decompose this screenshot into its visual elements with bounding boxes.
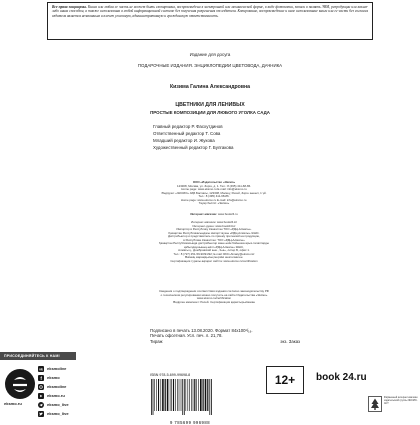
barcode-bar — [189, 379, 190, 411]
copyright-text: Книга или любая ее часть не может быть скопирована, воспроизведена в электронной или механической форме, в виде фотокопии, записи в память ЭВМ, репродукции или каким-либо иным способом, а также использована в любой информационной системе без получения разрешения от издателя. Копирование, воспроизведение и иное использование книги или ее части без согласия издателя является незаконным и влечет уголовную, административную и гражданскую ответственность. — [52, 5, 368, 18]
barcode-bar — [193, 379, 194, 411]
social-list — [38, 364, 69, 418]
print-signed: Подписано в печать 13.08.2020. Формат 84x100¹/₁₆. — [150, 328, 253, 333]
internet-shop-link[interactable]: www.book24.ru — [217, 212, 238, 216]
certification-line: Сведения о подтверждении соответствия издания согласно законодательству РФ — [158, 289, 270, 293]
distributor-line: в Республике Казахстан: ТОО «РДЦ-Алматы» — [183, 237, 245, 242]
barcode-area — [150, 373, 230, 425]
twitter-icon — [38, 411, 44, 417]
vk-icon — [38, 366, 44, 372]
distributor-line: Дистрибьютор и представитель по приему претензий на продукцию, — [168, 234, 260, 238]
author-name: Кизима Галина Александровна — [169, 84, 251, 90]
social-item-vk[interactable] — [38, 364, 69, 373]
publisher-block — [150, 181, 278, 206]
social-item-youtube[interactable] — [38, 391, 69, 400]
certification-line: о техническом регулировании можно получить на сайте Издательства «Эксмо» — [160, 292, 268, 297]
telegram-icon — [38, 402, 44, 408]
social-item-label: eksmo_live — [47, 402, 69, 407]
barcode-bar — [171, 379, 172, 411]
book24-logo: book 24.ru — [316, 372, 367, 383]
barcode-bar — [198, 379, 199, 411]
book-title: ЦВЕТНИКИ ДЛЯ ЛЕНИВЫХ — [175, 102, 245, 108]
publisher-line: Өндіруші: «ЭКСМО» АҚБ Баспасы, 123308, Мәскеу, Ресей, Зорге көшесі, 1 үй. — [161, 190, 267, 195]
series-title: ПОДАРОЧНЫЕ ИЗДАНИЯ. ЭНЦИКЛОПЕДИИ ЦВЕТОВОДА, ДАЧНИКА — [137, 63, 283, 68]
barcode-bar — [207, 379, 208, 411]
barcode-bar — [165, 379, 166, 411]
distributor-line: Қазақстан Республикасында дистрибьютор және өнім бойынша арыз-талаптарды — [159, 241, 269, 245]
credit-chief-editor: Главный редактор Р. Фасхутдинов — [153, 124, 223, 129]
publisher-line: Тел.: 8 (495) 411-68-86. — [198, 194, 230, 198]
certification-line: www.eksmo.ru/certification — [196, 296, 232, 300]
internet-shop-label: Интернет-магазин: — [190, 212, 218, 216]
print-method: Печать офсетная. Усл. печ. л. 21,78. — [150, 333, 223, 339]
for-leisure-label: Издание для досуга — [189, 52, 231, 57]
barcode-bar — [205, 379, 207, 411]
internet-shop — [150, 213, 278, 217]
barcode-bar — [175, 379, 176, 411]
publisher-name: ООО «Издательство «Эксмо» — [192, 180, 236, 184]
publisher-line: 123308, Москва, ул. Зорге, д. 1. Тел.: 8 (495) 411-68-86. — [176, 183, 251, 188]
barcode-bar — [154, 379, 155, 411]
barcode-bar — [184, 379, 185, 415]
social-item-label: eksmolive — [47, 366, 67, 371]
barcode-icon — [150, 379, 228, 415]
fsc-text: Фирменный интернет-магазин издательской группы ЭКСМО-АСТ — [384, 396, 418, 405]
distributor-line: Алматы қ., Домбровский көш., 3«а», литер Б, офис 1. — [178, 248, 250, 252]
certification-line: Өндірген мемлекет: Ресей. Сертификация қарастырылмаған — [173, 299, 255, 304]
print-info — [150, 328, 300, 344]
social-item-instagram[interactable] — [38, 382, 69, 391]
print-order-label: экз. Заказ — [280, 338, 300, 344]
barcode-bar — [156, 379, 157, 411]
social-panel — [0, 352, 76, 416]
distributor-line: Сертификация туралы ақпарат сайтта: www.eksmo.ru/certification — [170, 258, 258, 263]
barcode-bar — [200, 379, 202, 411]
certification-block — [150, 290, 278, 304]
barcode-bar — [182, 379, 183, 415]
fsc-tree-icon — [368, 396, 382, 412]
barcode-bar — [162, 379, 164, 411]
barcode-bar — [196, 379, 197, 411]
barcode-number: 9 785699 996988 — [169, 420, 211, 425]
distributor-line: қабылдаушының өкілі «РДЦ-Алматы» ЖШС, — [184, 244, 244, 249]
social-item-label: eksmo_live — [47, 411, 69, 416]
credit-junior-editor: Младший редактор И. Жукова — [153, 138, 215, 143]
social-item-telegram[interactable] — [38, 400, 69, 409]
eksmo-logo-text: eksmo.ru — [4, 401, 22, 406]
isbn-number: ISBN 978-5-699-99698-8 — [150, 373, 191, 377]
distributor-line: Импортёр в Республику Казахстан ТОО «РДЦ-Алматы». — [176, 227, 252, 231]
barcode-bar — [151, 379, 152, 415]
social-item-facebook[interactable] — [38, 373, 69, 382]
svg-text:f: f — [40, 376, 43, 382]
social-item-label: eksmo — [47, 375, 60, 380]
barcode-bar — [186, 379, 187, 411]
book-subtitle: ПРОСТЫЕ КОМПОЗИЦИИ ДЛЯ ЛЮБОГО УГОЛКА САДА — [150, 110, 270, 115]
barcode-bar — [161, 379, 162, 411]
age-rating-badge: 12+ — [266, 366, 304, 394]
barcode-bar — [177, 379, 178, 411]
publisher-line: Home page: www.eksmo.ru E-mail: info@eksmo.ru — [181, 187, 247, 191]
credit-responsible-editor: Ответственный редактор Т. Сова — [153, 131, 221, 136]
barcode-bar — [181, 379, 182, 411]
print-run-label: Тираж — [150, 338, 163, 344]
barcode-bar — [188, 379, 189, 411]
distributor-line: Интернет-дүкен: www.book24.kz — [192, 223, 236, 228]
barcode-bar — [153, 379, 154, 415]
print-run-row — [150, 339, 300, 344]
barcode-bar — [173, 379, 174, 411]
distributor-line: Қазақстан Республикасындағы импорттаушы «РДЦ-Алматы» ЖШС. — [168, 230, 260, 235]
barcode-bar — [158, 379, 159, 411]
barcode-bar — [179, 379, 180, 411]
barcode-bar — [191, 379, 192, 411]
barcode-bar — [167, 379, 169, 411]
instagram-icon — [38, 384, 44, 390]
distributor-line: Тел.: 8 (727) 251-59-90/91/92; E-mail: RDC-Almaty@eksmo.kz — [173, 251, 255, 256]
youtube-icon — [38, 393, 44, 399]
barcode-bar — [209, 379, 210, 415]
svg-text:vk: vk — [39, 366, 43, 371]
publisher-line: Home page: www.eksmo.ru E-mail: info@eksmo.ru. — [180, 197, 248, 202]
distributor-block — [150, 221, 278, 263]
distributor-line: Интернет-магазин: www.book24.kz — [191, 220, 237, 224]
barcode-bar — [211, 379, 212, 415]
credit-art-editor: Художественный редактор Г. Булгакова — [153, 145, 234, 150]
barcode-bar — [194, 379, 195, 411]
publisher-line: Тауар белгісі: «Эксмо» — [198, 201, 230, 205]
social-item-label: eksmo.ru — [47, 393, 65, 398]
social-header: ПРИСОЕДИНЯЙТЕСЬ К НАМ! — [0, 352, 76, 360]
facebook-icon — [38, 375, 44, 381]
social-item-label: eksmolive — [47, 384, 67, 389]
distributor-line: Өнімнің жарамдылық мерзімі шектелмеген. — [184, 255, 244, 259]
copyright-notice — [47, 2, 373, 40]
eksmo-logo-icon — [4, 368, 36, 400]
barcode-bar — [203, 379, 204, 411]
barcode-bar — [170, 379, 171, 411]
copyright-lead: Все права защищены. — [52, 5, 87, 9]
social-item-twitter[interactable] — [38, 409, 69, 418]
